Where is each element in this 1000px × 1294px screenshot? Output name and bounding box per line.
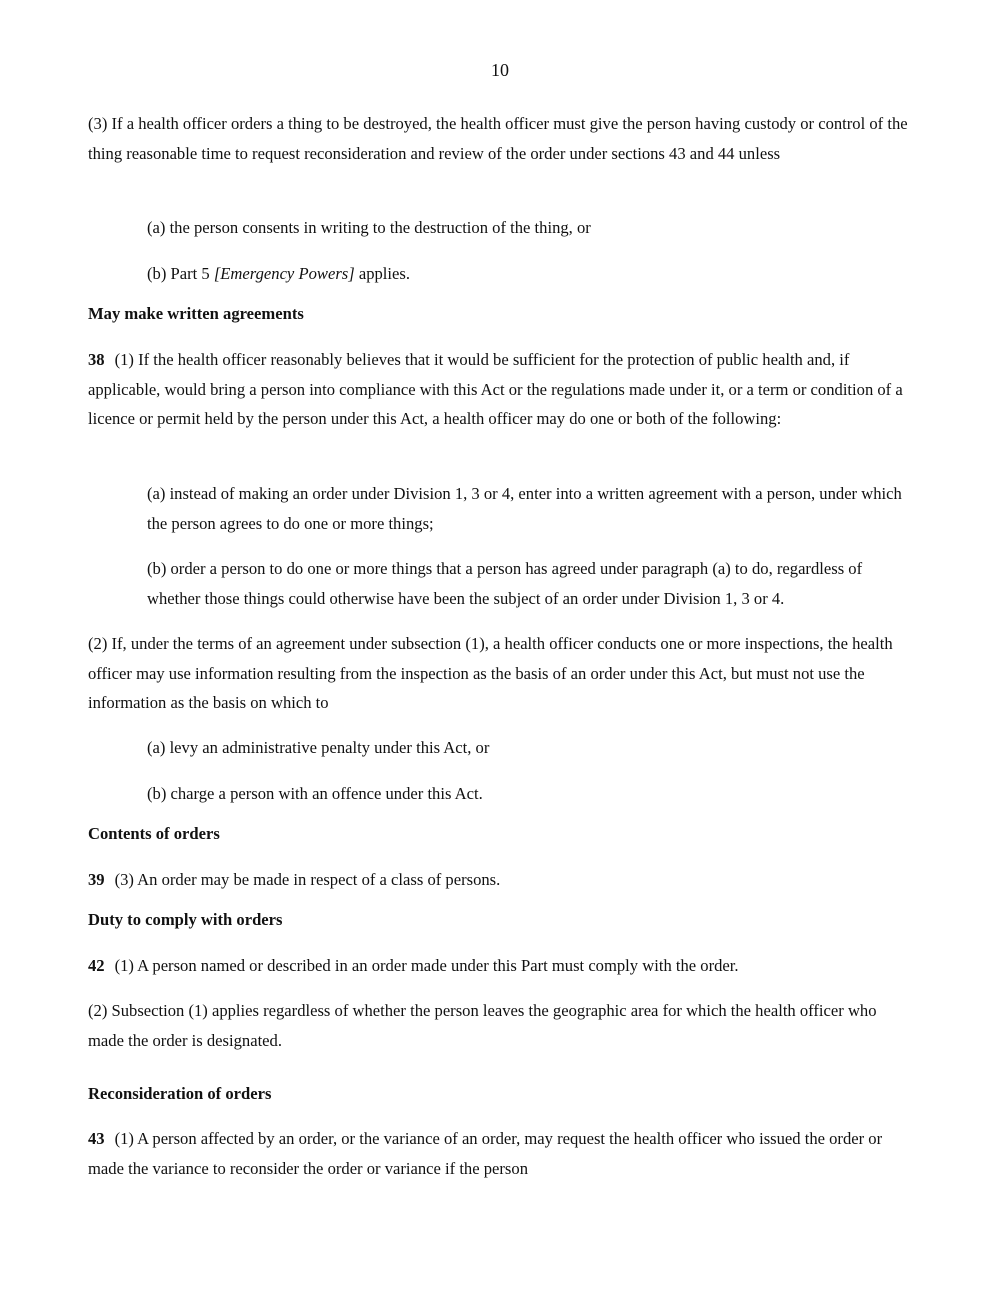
section-number-39: 39 (88, 870, 105, 889)
paragraph-s38-2: (2) If, under the terms of an agreement under subsection (1), a health officer conducts one or more inspections, the health officer may use information resulting from the inspection as the basis of an order under this Act, but must not use the information as the basis on which to (88, 634, 893, 712)
section-number-38: 38 (88, 350, 105, 369)
heading-section-43: Reconsideration of orders (88, 1084, 272, 1103)
paragraph-s43-1 (88, 1124, 916, 1183)
paragraph-s37-3a: (a) the person consents in writing to the destruction of the thing, or (147, 218, 591, 237)
heading-section-38: May make written agreements (88, 304, 304, 323)
paragraph-s42-2: (2) Subsection (1) applies regardless of whether the person leaves the geographic area for which the health officer who made the order is designated. (88, 1001, 877, 1050)
section-number-43: 43 (88, 1129, 105, 1148)
paragraph-s38-2b: (b) charge a person with an offence under this Act. (147, 784, 483, 803)
s43-sub1-text: (1) A person affected by an order, or the variance of an order, may request the health officer who issued the order or made the variance to reconsider the order or variance if the person (88, 1129, 883, 1178)
s38-sub1-text: (1) If the health officer reasonably believes that it would be sufficient for the protection of public health and, if applicable, would bring a person into compliance with this Act or the regulations made under it, or a term or condition of a licence or permit held by the person under this Act, a health officer may do one or both of the following: (88, 350, 903, 428)
paragraph-s37-3b-before: (b) Part 5 (147, 264, 214, 283)
page-number: 10 (491, 60, 509, 80)
paragraph-s38-2a: (a) levy an administrative penalty under this Act, or (147, 738, 490, 757)
part-5-title: [Emergency Powers] (213, 264, 355, 283)
paragraph-s37-3b-after: applies. (354, 264, 411, 283)
paragraph-s38-1a: (a) instead of making an order under Division 1, 3 or 4, enter into a written agreement with a person, under which the person agrees to do one or more things; (147, 484, 902, 533)
paragraph-s39-3 (88, 865, 916, 895)
heading-section-39: Contents of orders (88, 824, 220, 843)
paragraph-s38-1b: (b) order a person to do one or more things that a person has agreed under paragraph (a) to do, regardless of whether those things could otherwise have been the subject of an order under Division 1, 3 or 4. (147, 559, 863, 608)
paragraph-s37-3: (3) If a health officer orders a thing to be destroyed, the health officer must give the person having custody or control of the thing reasonable time to request reconsideration and review of the order under sections 43 and 44 unless (88, 114, 908, 163)
s39-sub3-text: (3) An order may be made in respect of a class of persons. (114, 870, 501, 889)
section-number-42: 42 (88, 956, 105, 975)
s42-sub1-text: (1) A person named or described in an order made under this Part must comply with the order. (114, 956, 739, 975)
paragraph-s38-1 (88, 345, 916, 434)
paragraph-s37-3b (147, 259, 917, 289)
paragraph-s42-1 (88, 951, 916, 981)
heading-section-42: Duty to comply with orders (88, 910, 283, 929)
